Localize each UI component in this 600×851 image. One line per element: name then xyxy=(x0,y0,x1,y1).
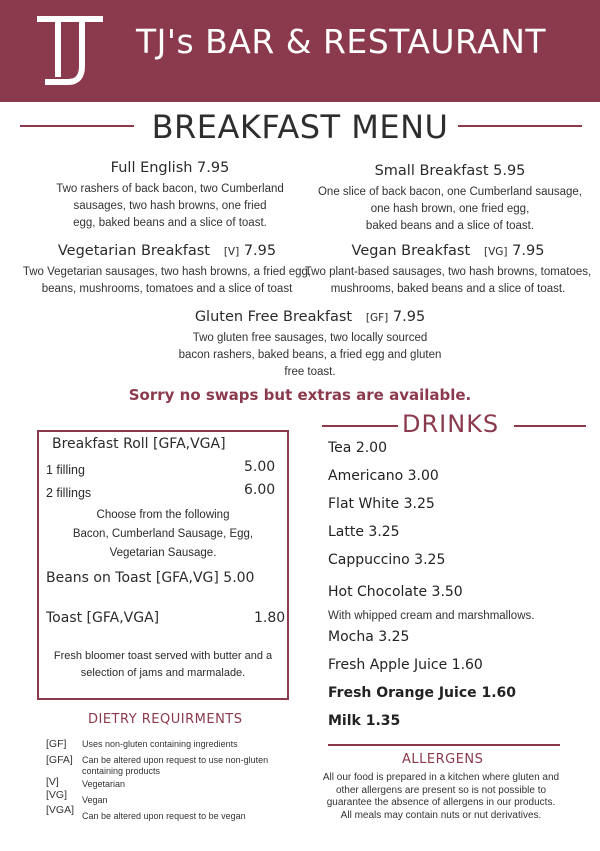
drink-item: Fresh Apple Juice 1.60 xyxy=(328,657,483,673)
desc-line: Fresh bloomer toast served with butter and a xyxy=(53,650,273,662)
drink-item: Fresh Orange Juice 1.60 xyxy=(328,685,517,701)
item-name xyxy=(22,243,312,259)
desc-line: baked beans and a slice of toast. xyxy=(365,220,535,232)
drinks-rule-left xyxy=(322,425,398,427)
desc-line: one hash brown, one fried egg, xyxy=(370,203,530,215)
no-swaps-notice: Sorry no swaps but extras are available. xyxy=(128,386,472,404)
diet-description: Vegan xyxy=(82,795,108,805)
header-banner xyxy=(0,0,600,102)
desc-line: bacon rashers, baked beans, a fried egg and gluten xyxy=(178,349,442,361)
diet-code: [GF] xyxy=(46,738,67,750)
item-name: Full English 7.95 xyxy=(110,160,230,176)
dietary-tag: [VG] xyxy=(484,246,508,258)
desc-line: Two plant-based sausages, two hash browns, tomatoes, xyxy=(304,266,592,278)
diet-description: Vegetarian xyxy=(82,779,126,789)
item-price: 7.95 xyxy=(243,243,277,259)
roll-option-label: 2 fillings xyxy=(46,486,92,500)
item-price: 7.95 xyxy=(392,309,426,325)
allergens-title: ALLERGENS xyxy=(402,752,484,767)
allergens-text xyxy=(318,772,564,822)
hot-chocolate-note: With whipped cream and marshmallows. xyxy=(328,610,535,622)
drink-item: Americano 3.00 xyxy=(328,468,439,484)
allergen-line: All our food is prepared in a kitchen where gluten and xyxy=(322,772,560,783)
breakfast-roll-title: Breakfast Roll [GFA,VGA] xyxy=(52,436,226,452)
drink-item: Cappuccino 3.25 xyxy=(328,552,446,568)
allergen-line: All meals may contain nuts or nut derivatives. xyxy=(340,809,542,821)
diet-code: [VG] xyxy=(46,789,68,801)
diet-description: Can be altered upon request to use non-gluten containing products xyxy=(82,755,269,776)
item-name xyxy=(170,309,450,325)
item-price: 7.95 xyxy=(512,243,545,259)
drink-item: Hot Chocolate 3.50 xyxy=(328,584,463,600)
item-name-text: Vegetarian Breakfast xyxy=(57,243,210,259)
item-name-text: Vegan Breakfast xyxy=(351,243,471,259)
diet-description: Can be altered upon request to be vegan xyxy=(82,811,246,821)
drink-item: Tea 2.00 xyxy=(328,440,387,456)
menu-title: BREAKFAST MENU xyxy=(151,108,449,146)
desc-line: mushrooms, baked beans and a slice of toast. xyxy=(330,283,566,295)
diet-code: [VGA] xyxy=(46,804,75,816)
desc-line: beans, mushrooms, tomatoes and a slice of toast xyxy=(41,283,293,295)
desc-line: Bacon, Cumberland Sausage, Egg, xyxy=(72,528,254,540)
roll-option-price: 5.00 xyxy=(244,459,276,475)
menu-item-full-english xyxy=(40,160,300,232)
dietary-tag: [GF] xyxy=(365,312,389,324)
menu-item-vegan-breakfast xyxy=(302,243,594,298)
menu-item-gluten-free-breakfast xyxy=(170,309,450,381)
restaurant-name: TJ's BAR & RESTAURANT xyxy=(136,22,547,61)
dietary-tag: [V] xyxy=(223,246,240,258)
item-description xyxy=(22,264,312,298)
allergen-line: guarantee the absence of allergens in our products. xyxy=(326,797,556,808)
drink-item: Flat White 3.25 xyxy=(328,496,435,512)
desc-line: Two rashers of back bacon, two Cumberland xyxy=(56,183,284,195)
item-description xyxy=(40,181,300,232)
desc-line: Two Vegetarian sausages, two hash browns, a fried egg, xyxy=(22,266,312,278)
roll-fillings-description xyxy=(40,506,286,563)
allergens-rule xyxy=(328,744,560,746)
menu-item-small-breakfast xyxy=(310,163,590,235)
desc-line: Choose from the following xyxy=(96,509,230,521)
item-description xyxy=(310,184,590,235)
desc-line: sausages, two hash browns, one fried xyxy=(73,200,267,212)
desc-line: Vegetarian Sausage. xyxy=(109,547,217,559)
roll-option-label: 1 filling xyxy=(46,463,85,477)
toast-label: Toast [GFA,VGA] xyxy=(46,610,160,626)
item-name-text: Gluten Free Breakfast xyxy=(194,309,353,325)
desc-line: free toast. xyxy=(284,366,336,378)
drink-item: Latte 3.25 xyxy=(328,524,400,540)
desc-line: egg, baked beans and a slice of toast. xyxy=(73,217,267,229)
drink-item: Milk 1.35 xyxy=(328,713,401,729)
toast-description xyxy=(40,648,286,682)
item-name: Small Breakfast 5.95 xyxy=(374,163,526,179)
item-description xyxy=(302,264,594,298)
tj-monogram-logo-icon xyxy=(36,14,104,86)
roll-option-price: 6.00 xyxy=(244,482,276,498)
item-name xyxy=(302,243,594,259)
dietary-requirements-title: DIETRY REQUIRMENTS xyxy=(88,712,243,727)
diet-code: [GFA] xyxy=(46,754,73,766)
drinks-rule-right xyxy=(514,425,586,427)
title-rule-right xyxy=(458,125,582,127)
drinks-title: DRINKS xyxy=(402,410,500,438)
desc-line: selection of jams and marmalade. xyxy=(80,667,246,679)
diet-description: Uses non-gluten containing ingredients xyxy=(82,739,238,749)
diet-code: [V] xyxy=(46,776,59,788)
toast-price: 1.80 xyxy=(254,610,286,626)
desc-line: One slice of back bacon, one Cumberland sausage, xyxy=(317,186,583,198)
drink-item: Mocha 3.25 xyxy=(328,629,410,645)
menu-item-vegetarian-breakfast xyxy=(22,243,312,298)
allergen-line: other allergens are present so is not possible to xyxy=(335,784,547,796)
beans-on-toast: Beans on Toast [GFA,VG] 5.00 xyxy=(46,570,255,586)
item-description xyxy=(170,330,450,381)
desc-line: Two gluten free sausages, two locally sourced xyxy=(192,332,428,344)
